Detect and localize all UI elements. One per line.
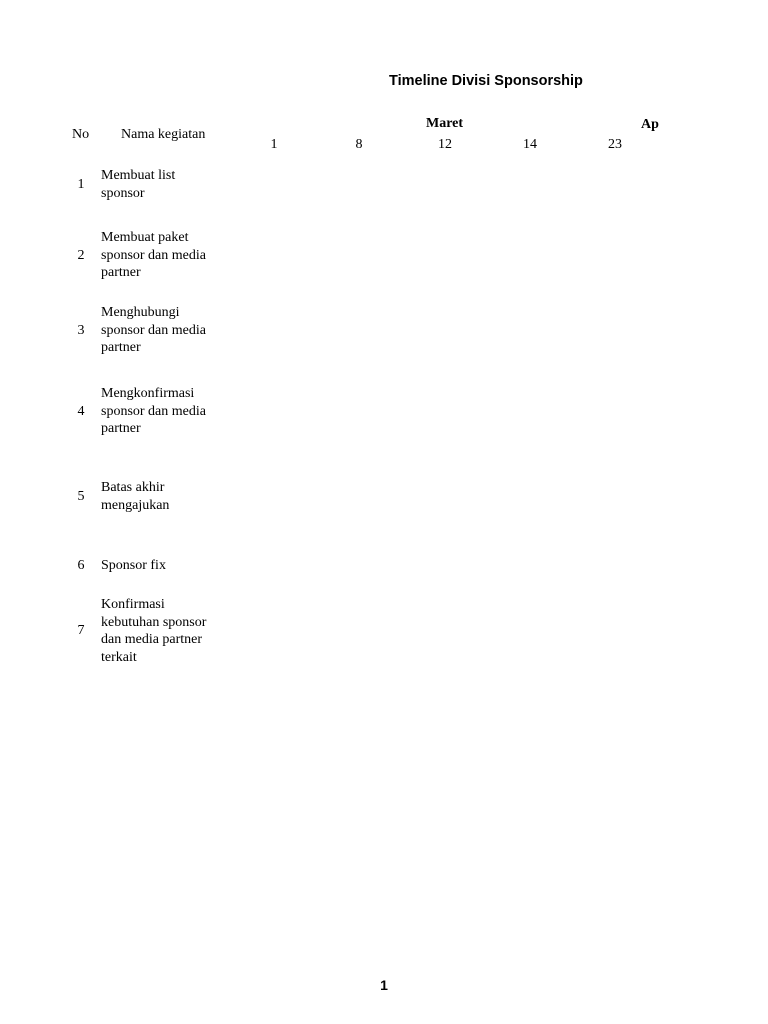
row-number: 1 bbox=[77, 177, 85, 192]
activity-line: dan media partner bbox=[101, 632, 203, 647]
activity-line: kebutuhan sponsor bbox=[101, 614, 207, 630]
activity-line: Mengkonfirmasi bbox=[101, 386, 195, 401]
activity-line: sponsor dan media bbox=[101, 247, 206, 263]
activity-line: Batas akhir bbox=[101, 480, 165, 495]
activity-name bbox=[101, 479, 231, 514]
activity-name bbox=[101, 596, 231, 666]
activity-line: Menghubungi bbox=[101, 305, 180, 320]
header-no: No bbox=[72, 127, 90, 142]
activity-line: Konfirmasi bbox=[101, 597, 165, 612]
row-number: 4 bbox=[77, 404, 85, 419]
activity-line: sponsor dan media bbox=[101, 403, 206, 419]
activity-line: mengajukan bbox=[101, 497, 170, 513]
row-number: 7 bbox=[77, 623, 85, 638]
activity-name bbox=[101, 167, 231, 202]
header-date-23: 23 bbox=[608, 137, 622, 152]
header-date-12: 12 bbox=[438, 137, 452, 152]
page-number: 1 bbox=[380, 977, 388, 993]
document-title: Timeline Divisi Sponsorship bbox=[389, 73, 583, 89]
row-number: 5 bbox=[77, 489, 85, 504]
activity-line: Membuat paket bbox=[101, 230, 189, 245]
header-activity-name: Nama kegiatan bbox=[121, 127, 206, 142]
activity-line: Membuat list bbox=[101, 168, 176, 183]
activity-name bbox=[101, 304, 231, 357]
row-number: 2 bbox=[77, 248, 85, 263]
header-date-14: 14 bbox=[523, 137, 537, 152]
activity-line: sponsor bbox=[101, 185, 145, 201]
activity-name bbox=[101, 229, 231, 282]
activity-line: terkait bbox=[101, 649, 137, 665]
activity-line: partner bbox=[101, 421, 141, 436]
header-month-maret: Maret bbox=[426, 116, 464, 131]
activity-line: Sponsor fix bbox=[101, 558, 166, 573]
header-date-8: 8 bbox=[355, 137, 363, 152]
activity-name bbox=[101, 385, 231, 438]
activity-line: partner bbox=[101, 340, 141, 355]
activity-line: partner bbox=[101, 265, 141, 280]
activity-name bbox=[101, 557, 231, 575]
header-month-april: Ap bbox=[641, 117, 659, 132]
row-number: 6 bbox=[77, 558, 85, 573]
header-date-1: 1 bbox=[270, 137, 278, 152]
row-number: 3 bbox=[77, 323, 85, 338]
activity-line: sponsor dan media bbox=[101, 322, 206, 338]
